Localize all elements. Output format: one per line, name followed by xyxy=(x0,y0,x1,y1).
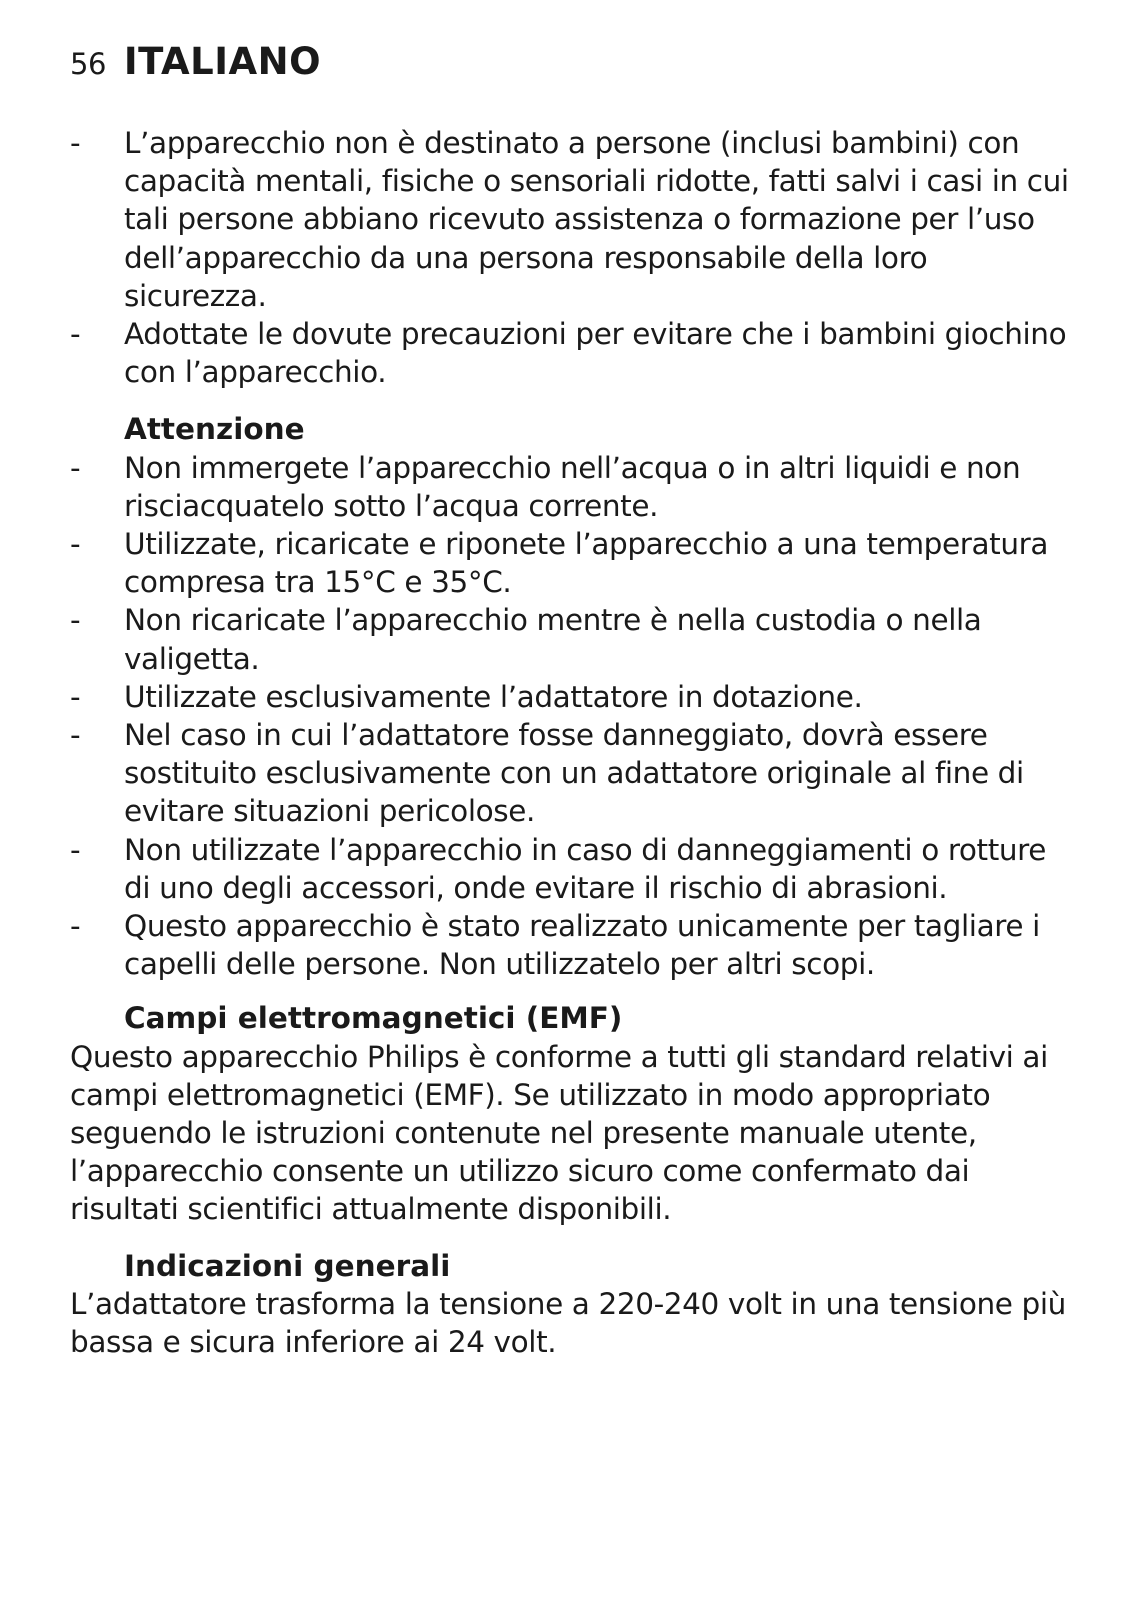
list-item-text: Adottate le dovute precauzioni per evitare che i bambini giochino con l’apparecchio. xyxy=(124,317,1067,390)
list-dash: - xyxy=(70,832,81,867)
list-item xyxy=(70,907,1070,983)
general-heading: Indicazioni generali xyxy=(124,1248,451,1283)
list-item-text: L’apparecchio non è destinato a persone (inclusi bambini) con capacità mentali, fisiche o sensoriali ridotte, fatti salvi i casi in cui tali persone abbiano ricevuto assistenza o formazione per l’uso dell’apparecchio da una persona responsabile della loro sicurezza. xyxy=(124,126,1069,313)
list-item xyxy=(70,525,1070,601)
list-dash: - xyxy=(70,603,81,638)
list-dash: - xyxy=(70,718,81,753)
list-item-text: Non ricaricate l’apparecchio mentre è nella custodia o nella valigetta. xyxy=(124,603,982,676)
section-title: ITALIANO xyxy=(123,40,322,83)
list-item xyxy=(70,601,1070,677)
list-item-text: Questo apparecchio è stato realizzato unicamente per tagliare i capelli delle persone. Non utilizzatelo per altri scopi. xyxy=(124,909,1040,982)
list-dash: - xyxy=(70,450,81,485)
list-item xyxy=(70,315,1070,391)
list-item xyxy=(70,678,1070,716)
list-dash: - xyxy=(70,126,81,160)
list-item-text: Nel caso in cui l’adattatore fosse danneggiato, dovrà essere sostituito esclusivamente con un adattatore originale al fine di evitare situazioni pericolose. xyxy=(124,718,1024,829)
list-item-text: Non immergete l’apparecchio nell’acqua o in altri liquidi e non risciacquatelo sotto l’acqua corrente. xyxy=(124,450,1021,523)
attenzione-list xyxy=(70,449,1070,984)
list-item xyxy=(70,716,1070,831)
list-item xyxy=(70,449,1070,525)
list-dash: - xyxy=(70,679,81,714)
page-content xyxy=(70,124,1070,1361)
list-item-text: Utilizzate, ricaricate e riponete l’apparecchio a una temperatura compresa tra 15°C e 35°C. xyxy=(124,527,1049,600)
general-paragraph: L’adattatore trasforma la tensione a 220-240 volt in una tensione più bassa e sicura inferiore ai 24 volt. xyxy=(70,1286,1066,1360)
list-dash: - xyxy=(70,527,81,562)
list-dash: - xyxy=(70,317,81,352)
list-dash: - xyxy=(70,909,81,944)
intro-list xyxy=(70,124,1070,391)
list-item xyxy=(70,831,1070,907)
list-item xyxy=(70,124,1070,315)
emf-paragraph: Questo apparecchio Philips è conforme a tutti gli standard relativi ai campi elettromagnetici (EMF). Se utilizzato in modo appropriato seguendo le istruzioni contenute nel presente manuale utente, l’apparecchio consente un utilizzo sicuro come confermato dai risultati scientifici attualmente disponibili. xyxy=(70,1039,1048,1227)
page-header xyxy=(70,40,321,83)
list-item-text: Non utilizzate l’apparecchio in caso di danneggiamenti o rotture di uno degli accessori, onde evitare il rischio di abrasioni. xyxy=(124,832,1047,905)
emf-heading: Campi elettromagnetici (EMF) xyxy=(124,1001,623,1036)
list-item-text: Utilizzate esclusivamente l’adattatore in dotazione. xyxy=(124,679,863,714)
attenzione-heading: Attenzione xyxy=(124,412,305,447)
page-number: 56 xyxy=(70,47,106,81)
